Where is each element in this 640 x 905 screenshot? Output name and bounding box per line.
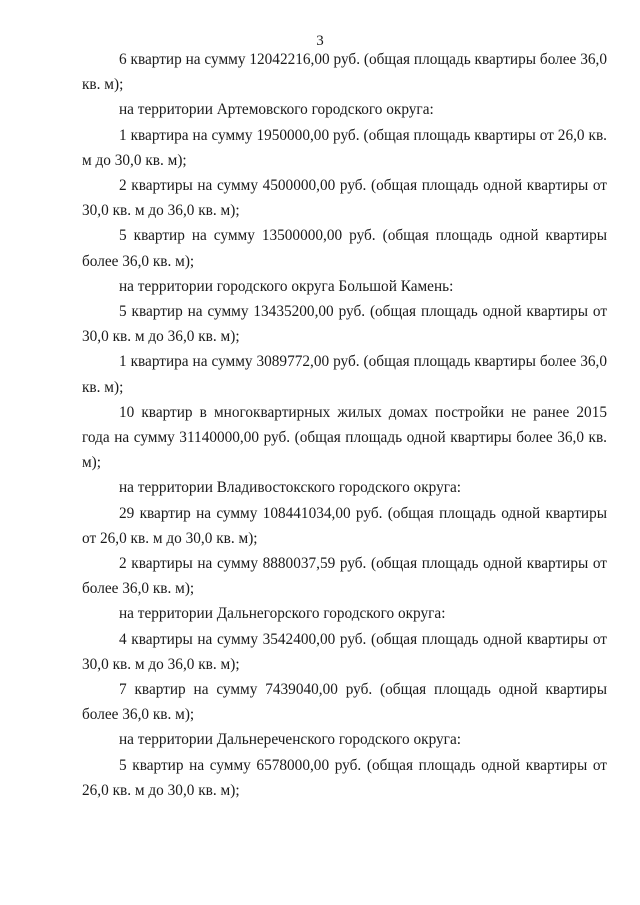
page-number: 3 [316, 33, 324, 49]
list-item: 4 квартиры на сумму 3542400,00 руб. (общая площадь одной квартиры от 30,0 кв. м до 36,0 кв. м); [82, 630, 607, 673]
section-heading: на территории Артемовского городского округа: [119, 101, 434, 119]
document-body [82, 47, 607, 803]
section-heading: на территории городского округа Большой Камень: [119, 277, 454, 295]
list-item: 5 квартир на сумму 6578000,00 руб. (общая площадь одной квартиры от 26,0 кв. м до 30,0 кв. м); [82, 756, 607, 799]
list-item: 2 квартиры на сумму 8880037,59 руб. (общая площадь одной квартиры от более 36,0 кв. м); [82, 555, 607, 598]
list-item: 29 квартир на сумму 108441034,00 руб. (общая площадь одной квартиры от 26,0 кв. м до 30,0 кв. м); [82, 504, 607, 547]
list-item: 5 квартир на сумму 13500000,00 руб. (общая площадь одной квартиры более 36,0 кв. м); [82, 227, 607, 270]
section-heading: на территории Владивостокского городского округа: [119, 479, 462, 497]
list-item: 2 квартиры на сумму 4500000,00 руб. (общая площадь одной квартиры от 30,0 кв. м до 36,0 кв. м); [82, 177, 607, 220]
list-item: 1 квартира на сумму 3089772,00 руб. (общая площадь квартиры более 36,0 кв. м); [82, 353, 607, 396]
list-item: 6 квартир на сумму 12042216,00 руб. (общая площадь квартиры более 36,0 кв. м); [82, 51, 607, 94]
list-item: 5 квартир на сумму 13435200,00 руб. (общая площадь одной квартиры от 30,0 кв. м до 36,0 кв. м); [82, 303, 607, 346]
list-item: 10 квартир в многоквартирных жилых домах постройки не ранее 2015 года на сумму 31140000,00 руб. (общая площадь одной квартиры более 36,0 кв. м); [82, 403, 607, 472]
list-item: 7 квартир на сумму 7439040,00 руб. (общая площадь одной квартиры более 36,0 кв. м); [82, 681, 607, 724]
section-heading: на территории Дальнегорского городского округа: [119, 605, 446, 623]
section-heading: на территории Дальнереченского городского округа: [119, 731, 461, 749]
list-item: 1 квартира на сумму 1950000,00 руб. (общая площадь квартиры от 26,0 кв. м до 30,0 кв. м); [82, 126, 607, 169]
